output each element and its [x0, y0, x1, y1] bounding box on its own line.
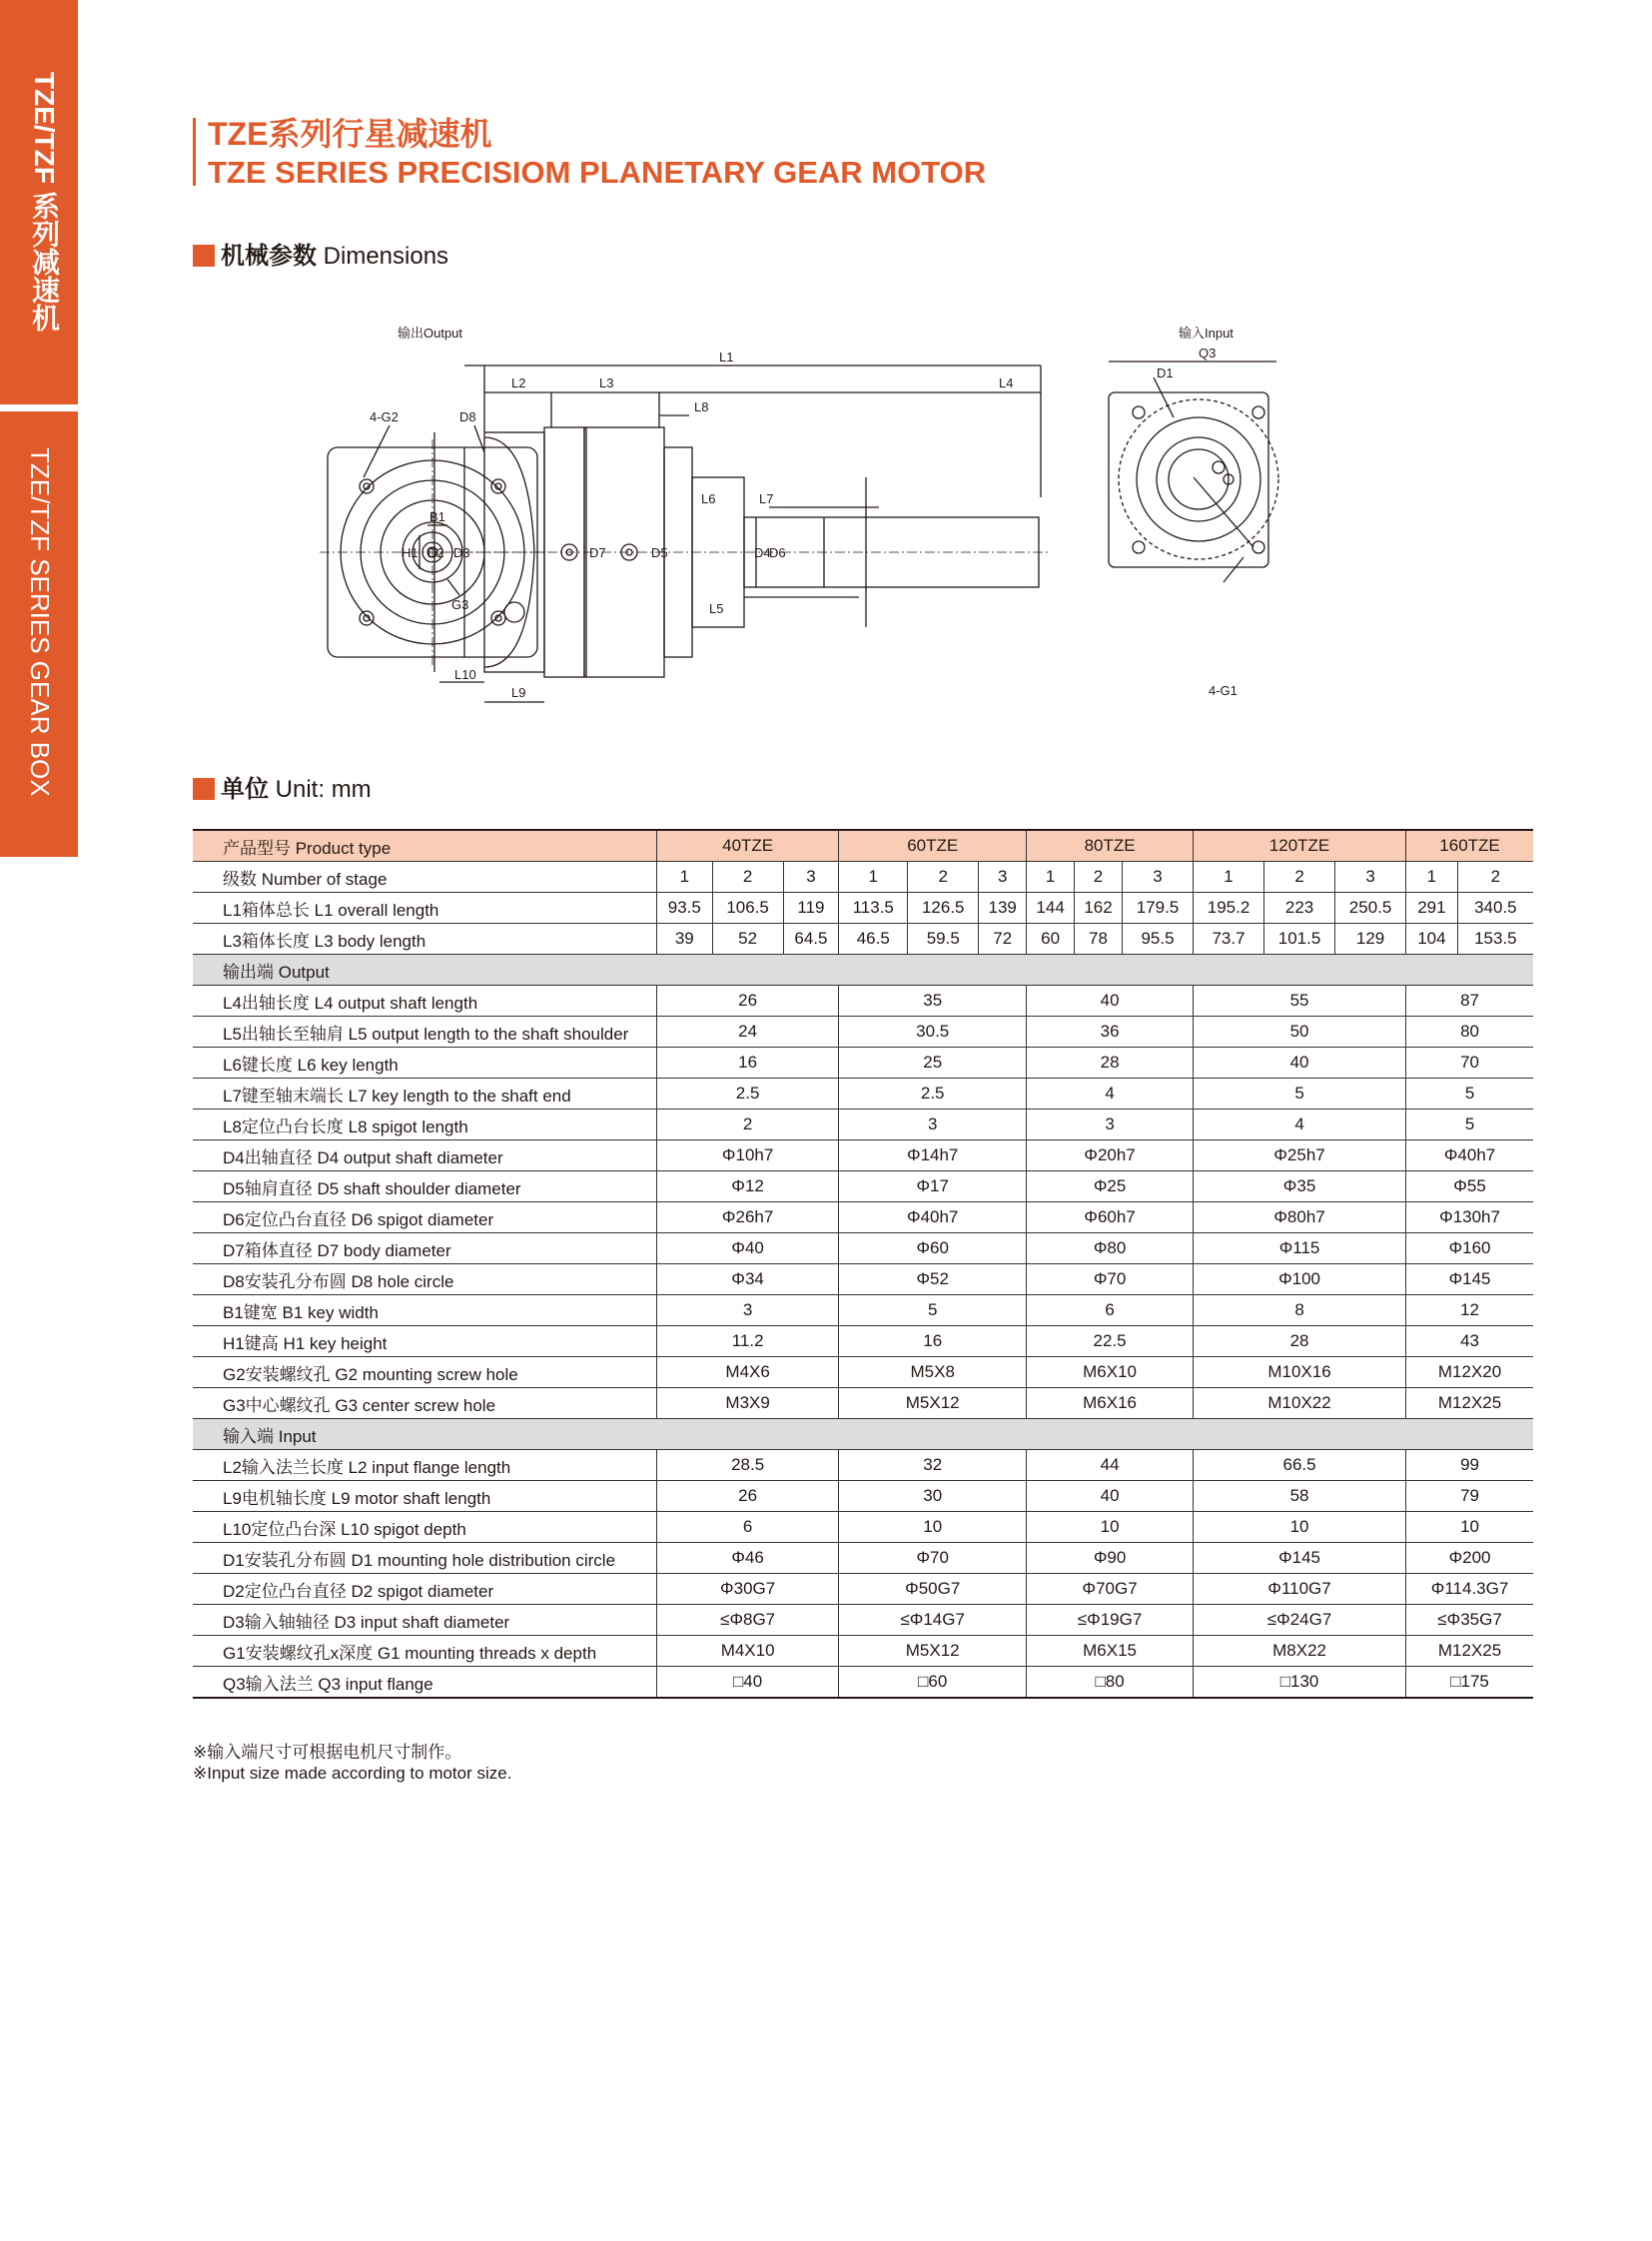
label-d4: D4 [754, 545, 771, 560]
row-label-cell: D1安装孔分布圆 D1 mounting hole distribution circle [193, 1543, 657, 1574]
value-cell: Φ12 [657, 1171, 839, 1202]
value-cell: 2 [657, 1110, 839, 1140]
value-cell: Φ145 [1406, 1264, 1533, 1295]
value-cell: 2 [712, 862, 783, 893]
value-cell: 179.5 [1122, 893, 1193, 924]
value-cell: 36 [1027, 1017, 1194, 1048]
input-view [1109, 362, 1278, 582]
value-cell: Φ40h7 [1406, 1140, 1533, 1171]
row-label-cell: L10定位凸台深 L10 spigot depth [193, 1512, 657, 1543]
row-label-cell: G3中心螺纹孔 G3 center screw hole [193, 1388, 657, 1419]
value-cell: Φ80h7 [1194, 1202, 1406, 1233]
label-b1: B1 [429, 509, 445, 524]
row-label-cell: L3箱体长度 L3 body length [193, 924, 657, 955]
value-cell: Φ35 [1194, 1171, 1406, 1202]
value-cell: □40 [657, 1667, 839, 1699]
value-cell: □60 [839, 1667, 1027, 1699]
value-cell: Φ25 [1027, 1171, 1194, 1202]
value-cell: □80 [1027, 1667, 1194, 1699]
value-cell: 16 [839, 1326, 1027, 1357]
value-cell: M12X25 [1406, 1636, 1533, 1667]
value-cell: 39 [657, 924, 713, 955]
value-cell: 40 [1027, 1481, 1194, 1512]
value-cell: M12X25 [1406, 1388, 1533, 1419]
value-cell: 43 [1406, 1326, 1533, 1357]
label-d3: D3 [453, 545, 470, 560]
value-cell: 72 [979, 924, 1027, 955]
value-cell: 26 [657, 986, 839, 1017]
value-cell: 78 [1075, 924, 1123, 955]
value-cell: 44 [1027, 1450, 1194, 1481]
label-l2: L2 [511, 375, 526, 390]
row-label-cell: 级数 Number of stage [193, 862, 657, 893]
value-cell: 32 [839, 1450, 1027, 1481]
label-l7: L7 [759, 491, 774, 506]
label-l1: L1 [719, 350, 734, 365]
value-cell: 73.7 [1194, 924, 1264, 955]
table-input-subheader [193, 1419, 1533, 1450]
value-cell: M8X22 [1194, 1636, 1406, 1667]
header-model-cell: 160TZE [1406, 830, 1533, 862]
value-cell: 46.5 [839, 924, 908, 955]
value-cell: 195.2 [1194, 893, 1264, 924]
section-dimensions-cn: 机械参数 [221, 243, 317, 270]
label-d7: D7 [589, 545, 606, 560]
value-cell: 55 [1194, 986, 1406, 1017]
value-cell: 58 [1194, 1481, 1406, 1512]
table-row [193, 1636, 1533, 1667]
row-label-cell: L4出轴长度 L4 output shaft length [193, 986, 657, 1017]
table-row [193, 1233, 1533, 1264]
value-cell: 30 [839, 1481, 1027, 1512]
value-cell: 80 [1406, 1017, 1533, 1048]
table-row [193, 1543, 1533, 1574]
value-cell: 40 [1027, 986, 1194, 1017]
value-cell: M5X12 [839, 1388, 1027, 1419]
value-cell: Φ26h7 [657, 1202, 839, 1233]
value-cell: 3 [1335, 862, 1406, 893]
table-header-row [193, 830, 1533, 862]
value-cell: 10 [1194, 1512, 1406, 1543]
value-cell: 3 [783, 862, 839, 893]
value-cell: 162 [1075, 893, 1123, 924]
section-unit-cn: 单位 [221, 776, 269, 803]
row-label-cell: D6定位凸台直径 D6 spigot diameter [193, 1202, 657, 1233]
value-cell: 101.5 [1264, 924, 1335, 955]
value-cell: 79 [1406, 1481, 1533, 1512]
table-row [193, 986, 1533, 1017]
table-row-stage [193, 862, 1533, 893]
value-cell: Φ90 [1027, 1543, 1194, 1574]
note-cn: ※输入端尺寸可根据电机尺寸制作。 [193, 1743, 462, 1762]
value-cell: 5 [1406, 1110, 1533, 1140]
value-cell: 87 [1406, 986, 1533, 1017]
table-row [193, 1110, 1533, 1140]
value-cell: Φ55 [1406, 1171, 1533, 1202]
value-cell: Φ46 [657, 1543, 839, 1574]
label-l6: L6 [701, 491, 716, 506]
row-label-cell: L9电机轴长度 L9 motor shaft length [193, 1481, 657, 1512]
value-cell: 12 [1406, 1295, 1533, 1326]
output-view-label: 输出Output [398, 326, 463, 341]
value-cell: 66.5 [1194, 1450, 1406, 1481]
value-cell: 25 [839, 1048, 1027, 1079]
value-cell: 93.5 [657, 893, 713, 924]
section-square-icon [193, 778, 215, 800]
table-row-l3 [193, 924, 1533, 955]
sidebar-bottom-band [0, 411, 78, 857]
value-cell: Φ115 [1194, 1233, 1406, 1264]
value-cell: 3 [1122, 862, 1193, 893]
value-cell: M4X6 [657, 1357, 839, 1388]
value-cell: M6X15 [1027, 1636, 1194, 1667]
row-label-cell: B1键宽 B1 key width [193, 1295, 657, 1326]
value-cell: 6 [1027, 1295, 1194, 1326]
value-cell: Φ160 [1406, 1233, 1533, 1264]
section-unit-heading [193, 775, 372, 805]
label-l4: L4 [999, 375, 1014, 390]
value-cell: 24 [657, 1017, 839, 1048]
label-g1: 4-G1 [1209, 683, 1238, 698]
section-square-icon [193, 245, 215, 267]
table-row [193, 1264, 1533, 1295]
title-accent-bar [193, 118, 196, 186]
value-cell: 1 [1406, 862, 1458, 893]
value-cell: 1 [839, 862, 908, 893]
value-cell: 30.5 [839, 1017, 1027, 1048]
value-cell: Φ52 [839, 1264, 1027, 1295]
row-label-cell: L8定位凸台长度 L8 spigot length [193, 1110, 657, 1140]
value-cell: 223 [1264, 893, 1335, 924]
value-cell: M12X20 [1406, 1357, 1533, 1388]
value-cell: Φ70 [839, 1543, 1027, 1574]
value-cell: 113.5 [839, 893, 908, 924]
value-cell: Φ25h7 [1194, 1140, 1406, 1171]
value-cell: 106.5 [712, 893, 783, 924]
value-cell: 64.5 [783, 924, 839, 955]
value-cell: Φ40h7 [839, 1202, 1027, 1233]
value-cell: 3 [1027, 1110, 1194, 1140]
value-cell: 3 [657, 1295, 839, 1326]
value-cell: 26 [657, 1481, 839, 1512]
table-row [193, 1450, 1533, 1481]
value-cell: Φ100 [1194, 1264, 1406, 1295]
input-view-label: 输入Input [1179, 326, 1234, 341]
value-cell: 5 [1194, 1079, 1406, 1110]
side-view [434, 366, 1049, 702]
value-cell: 50 [1194, 1017, 1406, 1048]
row-label-cell: D7箱体直径 D7 body diameter [193, 1233, 657, 1264]
value-cell: M4X10 [657, 1636, 839, 1667]
value-cell: M3X9 [657, 1388, 839, 1419]
value-cell: 52 [712, 924, 783, 955]
value-cell: M6X10 [1027, 1357, 1194, 1388]
output-subheader-cell: 输出端 Output [193, 955, 1533, 986]
header-model-cell: 60TZE [839, 830, 1027, 862]
value-cell: 10 [1406, 1512, 1533, 1543]
value-cell: 4 [1027, 1079, 1194, 1110]
value-cell: ≤Φ35G7 [1406, 1605, 1533, 1636]
table-row [193, 1326, 1533, 1357]
row-label-cell: G2安装螺纹孔 G2 mounting screw hole [193, 1357, 657, 1388]
table-row [193, 1574, 1533, 1605]
value-cell: 11.2 [657, 1326, 839, 1357]
value-cell: Φ20h7 [1027, 1140, 1194, 1171]
value-cell: ≤Φ8G7 [657, 1605, 839, 1636]
table-row [193, 1481, 1533, 1512]
value-cell: □130 [1194, 1667, 1406, 1699]
header-model-cell: 120TZE [1194, 830, 1406, 862]
value-cell: 2.5 [839, 1079, 1027, 1110]
value-cell: Φ60h7 [1027, 1202, 1194, 1233]
value-cell: Φ10h7 [657, 1140, 839, 1171]
label-d8: D8 [459, 409, 476, 424]
value-cell: Φ60 [839, 1233, 1027, 1264]
row-label-cell: D8安装孔分布圆 D8 hole circle [193, 1264, 657, 1295]
value-cell: M6X16 [1027, 1388, 1194, 1419]
label-g2: 4-G2 [370, 409, 399, 424]
header-model-cell: 80TZE [1027, 830, 1194, 862]
value-cell: 3 [839, 1110, 1027, 1140]
value-cell: 10 [1027, 1512, 1194, 1543]
value-cell: 129 [1335, 924, 1406, 955]
row-label-cell: L1箱体总长 L1 overall length [193, 893, 657, 924]
value-cell: 8 [1194, 1295, 1406, 1326]
value-cell: Φ40 [657, 1233, 839, 1264]
value-cell: Φ130h7 [1406, 1202, 1533, 1233]
value-cell: 5 [839, 1295, 1027, 1326]
row-label-cell: G1安装螺纹孔x深度 G1 mounting threads x depth [193, 1636, 657, 1667]
row-label-cell: L2输入法兰长度 L2 input flange length [193, 1450, 657, 1481]
value-cell: ≤Φ19G7 [1027, 1605, 1194, 1636]
label-q3: Q3 [1199, 346, 1217, 361]
table-row [193, 1357, 1533, 1388]
value-cell: 35 [839, 986, 1027, 1017]
value-cell: Φ34 [657, 1264, 839, 1295]
label-g3: G3 [451, 597, 469, 612]
value-cell: 250.5 [1335, 893, 1406, 924]
value-cell: 10 [839, 1512, 1027, 1543]
value-cell: 1 [657, 862, 713, 893]
table-output-subheader [193, 955, 1533, 986]
value-cell: 22.5 [1027, 1326, 1194, 1357]
value-cell: 139 [979, 893, 1027, 924]
label-l8: L8 [694, 399, 709, 414]
value-cell: 4 [1194, 1110, 1406, 1140]
value-cell: Φ70 [1027, 1264, 1194, 1295]
value-cell: 70 [1406, 1048, 1533, 1079]
value-cell: 291 [1406, 893, 1458, 924]
value-cell: Φ50G7 [839, 1574, 1027, 1605]
header-model-cell: 40TZE [657, 830, 839, 862]
value-cell: Φ30G7 [657, 1574, 839, 1605]
label-l10: L10 [454, 667, 476, 682]
value-cell: 119 [783, 893, 839, 924]
section-dimensions-en: Dimensions [323, 243, 449, 270]
value-cell: M5X8 [839, 1357, 1027, 1388]
value-cell: 3 [979, 862, 1027, 893]
label-d1: D1 [1157, 366, 1174, 380]
label-d6: D6 [769, 545, 786, 560]
note-en: ※Input size made according to motor size. [193, 1764, 512, 1783]
table-row-l1 [193, 893, 1533, 924]
value-cell: Φ70G7 [1027, 1574, 1194, 1605]
value-cell: 16 [657, 1048, 839, 1079]
row-label-cell: D2定位凸台直径 D2 spigot diameter [193, 1574, 657, 1605]
value-cell: ≤Φ24G7 [1194, 1605, 1406, 1636]
sidebar-top-text: TZE/TZF 系列减速机 [29, 72, 60, 332]
row-label-cell: D4出轴直径 D4 output shaft diameter [193, 1140, 657, 1171]
sidebar-top-band [0, 0, 78, 404]
page-title-en: TZE SERIES PRECISIOM PLANETARY GEAR MOTOR [208, 155, 987, 190]
section-unit-en: Unit: mm [275, 776, 372, 803]
value-cell: 144 [1027, 893, 1075, 924]
row-label-cell: Q3输入法兰 Q3 input flange [193, 1667, 657, 1699]
value-cell: M5X12 [839, 1636, 1027, 1667]
label-l9: L9 [511, 685, 526, 700]
table-row [193, 1605, 1533, 1636]
row-label-cell: D3输入轴轴径 D3 input shaft diameter [193, 1605, 657, 1636]
section-dimensions-heading [193, 242, 448, 272]
value-cell: □175 [1406, 1667, 1533, 1699]
value-cell: 28 [1194, 1326, 1406, 1357]
value-cell: 104 [1406, 924, 1458, 955]
table-row [193, 1512, 1533, 1543]
label-l3: L3 [599, 375, 614, 390]
value-cell: 28.5 [657, 1450, 839, 1481]
table-row [193, 1048, 1533, 1079]
value-cell: M10X22 [1194, 1388, 1406, 1419]
page-title-cn: TZE系列行星减速机 [208, 116, 492, 152]
table-row [193, 1388, 1533, 1419]
value-cell: Φ110G7 [1194, 1574, 1406, 1605]
value-cell: Φ17 [839, 1171, 1027, 1202]
value-cell: Φ80 [1027, 1233, 1194, 1264]
spec-table [193, 829, 1533, 1699]
value-cell: Φ145 [1194, 1543, 1406, 1574]
input-subheader-cell: 输入端 Input [193, 1419, 1533, 1450]
value-cell: Φ200 [1406, 1543, 1533, 1574]
value-cell: 340.5 [1457, 893, 1533, 924]
row-label-cell: D5轴肩直径 D5 shaft shoulder diameter [193, 1171, 657, 1202]
value-cell: M10X16 [1194, 1357, 1406, 1388]
table-row [193, 1017, 1533, 1048]
row-label-cell: L6键长度 L6 key length [193, 1048, 657, 1079]
value-cell: 5 [1406, 1079, 1533, 1110]
table-row [193, 1171, 1533, 1202]
value-cell: 2 [1075, 862, 1123, 893]
label-d5: D5 [651, 545, 668, 560]
table-row [193, 1295, 1533, 1326]
table-row [193, 1079, 1533, 1110]
row-label-cell: L7键至轴末端长 L7 key length to the shaft end [193, 1079, 657, 1110]
value-cell: 99 [1406, 1450, 1533, 1481]
table-row [193, 1202, 1533, 1233]
value-cell: 1 [1027, 862, 1075, 893]
value-cell: 28 [1027, 1048, 1194, 1079]
value-cell: 2 [908, 862, 979, 893]
value-cell: ≤Φ14G7 [839, 1605, 1027, 1636]
value-cell: 59.5 [908, 924, 979, 955]
header-label-cell: 产品型号 Product type [193, 830, 657, 862]
value-cell: 6 [657, 1512, 839, 1543]
value-cell: 2 [1264, 862, 1335, 893]
value-cell: 1 [1194, 862, 1264, 893]
value-cell: 126.5 [908, 893, 979, 924]
dimension-drawing [300, 318, 1418, 707]
value-cell: 153.5 [1457, 924, 1533, 955]
value-cell: Φ114.3G7 [1406, 1574, 1533, 1605]
value-cell: 60 [1027, 924, 1075, 955]
value-cell: Φ14h7 [839, 1140, 1027, 1171]
sidebar-bottom-text: TZE/TZF SERIES GEAR BOX [25, 447, 55, 797]
label-h1: H1 [402, 545, 418, 560]
label-l5: L5 [709, 601, 724, 616]
table-row [193, 1140, 1533, 1171]
row-label-cell: L5出轴长至轴肩 L5 output length to the shaft shoulder [193, 1017, 657, 1048]
label-d2: D2 [427, 545, 444, 560]
row-label-cell: H1键高 H1 key height [193, 1326, 657, 1357]
value-cell: 95.5 [1122, 924, 1193, 955]
value-cell: 2 [1457, 862, 1533, 893]
value-cell: 2.5 [657, 1079, 839, 1110]
table-row [193, 1667, 1533, 1699]
value-cell: 40 [1194, 1048, 1406, 1079]
sidebar [0, 0, 78, 857]
